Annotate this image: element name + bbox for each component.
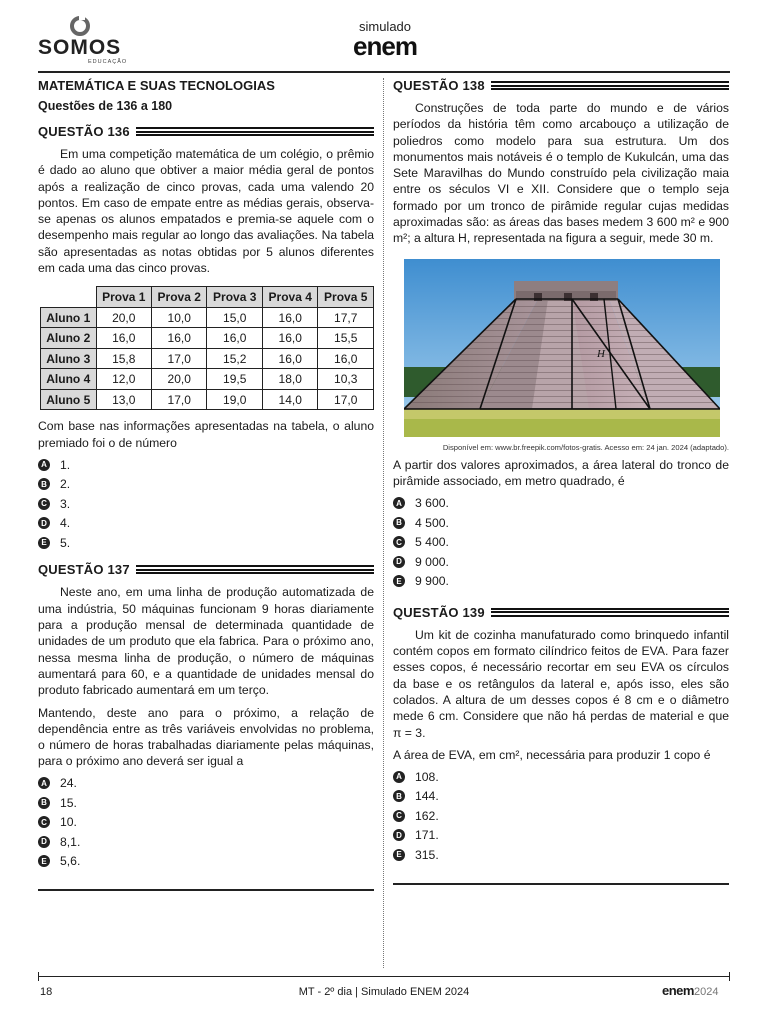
- row-header: Aluno 4: [41, 369, 97, 390]
- option-a[interactable]: [393, 767, 729, 787]
- table-cell: 15,0: [207, 307, 262, 328]
- right-column: [393, 78, 729, 885]
- option-text: 5,6.: [60, 854, 81, 869]
- row-header: Aluno 3: [41, 348, 97, 369]
- simulado-enem-brand: [330, 19, 440, 61]
- table-cell: 19,0: [207, 389, 262, 410]
- option-a[interactable]: [393, 493, 729, 513]
- option-d[interactable]: [38, 832, 374, 852]
- question-136-options: [38, 455, 374, 553]
- option-letter-icon: D: [38, 517, 50, 529]
- option-text: 171.: [415, 828, 439, 843]
- logo-word: SOMOS: [38, 36, 122, 59]
- question-139-title: QUESTÃO 139: [393, 604, 485, 620]
- pyramid-photo: [404, 259, 720, 437]
- footer-brand: [662, 983, 718, 998]
- option-b[interactable]: [393, 513, 729, 533]
- question-139-text-1: Um kit de cozinha manufaturado como brinquedo infantil contém copos em formato cilíndrico feitos de EVA. Para fazer esses copos, é necessário recortar em seu EVA os círculos da base e os retângulos da lateral e, após isso, eles são colados. A altura de um desses copos é 8 cm e o diâmetro mede 6 cm. Considere que não há perdas de material e que π = 3.: [393, 627, 729, 740]
- footer-text: MT - 2º dia | Simulado ENEM 2024: [298, 986, 470, 998]
- logo-ring-icon: [70, 16, 90, 36]
- option-c[interactable]: [38, 813, 374, 833]
- option-e[interactable]: [393, 571, 729, 591]
- question-138-title: QUESTÃO 138: [393, 78, 485, 93]
- table-cell: 14,0: [262, 389, 317, 410]
- table-cell: 20,0: [151, 369, 206, 390]
- question-138-text: Construções de toda parte do mundo e de vários períodos da história têm como arcabouço a utilização de poliedros como modelo para sua estrutura. Um dos monumentos mais notáveis é o templo de Kukulcán, uma das Sete Maravilhas do Mundo construído pela civilização maia entre os séculos VI e XII. Considere que o templo seja formado por um tronco de pirâmide regular cujas medidas aproximadas são: as áreas das bases medem 3 600 m² e 900 m²; a altura H, representada na figura a seguir, mede 30 m.: [393, 101, 729, 246]
- question-137-header: [38, 562, 374, 577]
- option-b[interactable]: [38, 793, 374, 813]
- option-text: 315.: [415, 847, 439, 862]
- option-letter-icon: B: [38, 478, 50, 490]
- option-c[interactable]: [393, 532, 729, 552]
- option-text: 4 500.: [415, 515, 449, 530]
- option-text: 4.: [60, 516, 71, 531]
- question-136-text: Em uma competição matemática de um colégio, o prêmio é dado ao aluno que obtiver a maior média geral de pontos após a realização de cinco provas, cada uma valendo 20 pontos. Em caso de empate entre as médias gerais, observa-se apenas os alunos empatados e premia-se aquele com o desempenho mais regular ao longo das avaliações. Na tabela são apresentadas as notas obtidas por 5 alunos diferentes em cada uma das cinco provas.: [38, 147, 374, 276]
- somos-logo: [38, 16, 128, 64]
- option-a[interactable]: [38, 774, 374, 794]
- table-row: [41, 307, 374, 328]
- title-bars: [136, 565, 374, 574]
- option-letter-icon: A: [393, 771, 405, 783]
- column-separator: [383, 78, 384, 968]
- option-letter-icon: A: [38, 459, 50, 471]
- option-letter-icon: C: [38, 816, 50, 828]
- table-cell: 15,5: [318, 328, 374, 349]
- option-letter-icon: D: [393, 829, 405, 841]
- question-136-title: QUESTÃO 136: [38, 124, 130, 139]
- table-cell: 15,8: [96, 348, 151, 369]
- table-header: Prova 4: [262, 287, 317, 308]
- option-d[interactable]: [393, 826, 729, 846]
- table-header: Prova 1: [96, 287, 151, 308]
- table-cell: 16,0: [207, 328, 262, 349]
- subject-title: MATEMÁTICA E SUAS TECNOLOGIAS: [38, 78, 275, 93]
- table-row: [41, 328, 374, 349]
- title-bars: [491, 81, 729, 90]
- option-text: 9 900.: [415, 574, 449, 589]
- row-header: Aluno 5: [41, 389, 97, 410]
- grades-table: [40, 286, 374, 410]
- table-cell: 17,7: [318, 307, 374, 328]
- table-cell: 12,0: [96, 369, 151, 390]
- option-a[interactable]: [38, 455, 374, 475]
- option-letter-icon: E: [38, 537, 50, 549]
- option-letter-icon: C: [393, 536, 405, 548]
- column-end-rule: [393, 883, 729, 885]
- question-136-prompt: Com base nas informações apresentadas na tabela, o aluno premiado foi o de número: [38, 419, 374, 450]
- brand-main: enem: [353, 31, 417, 61]
- option-text: 3.: [60, 496, 71, 511]
- option-text: 10.: [60, 815, 77, 830]
- option-letter-icon: E: [393, 575, 405, 587]
- question-137-title: QUESTÃO 137: [38, 562, 130, 578]
- option-letter-icon: D: [38, 836, 50, 848]
- question-138-prompt: A partir dos valores aproximados, a área lateral do tronco de pirâmide associado, em metro quadrado, é: [393, 457, 729, 488]
- option-e[interactable]: [38, 533, 374, 553]
- footer-tick: [38, 972, 39, 981]
- table-header: Prova 2: [151, 287, 206, 308]
- option-text: 24.: [60, 776, 77, 791]
- option-d[interactable]: [393, 552, 729, 572]
- table-cell: 13,0: [96, 389, 151, 410]
- table-cell: 16,0: [96, 328, 151, 349]
- table-row: [41, 369, 374, 390]
- question-136-header: [38, 124, 374, 139]
- question-137-text-1: Neste ano, em uma linha de produção automatizada de uma indústria, 50 máquinas funcionam 9 horas diariamente para a produção mensal de determinada quantidade de unidades de um produto que ela fabrica. Para o próximo ano, nessa mesma linha de produção, o número de máquinas aumentará para 60, e a quantidade de unidades mensal do produto fabricado aumentará em um terço.: [38, 585, 374, 698]
- option-text: 3 600.: [415, 496, 449, 511]
- brand-top: simulado: [358, 19, 412, 34]
- option-text: 2.: [60, 477, 71, 492]
- table-cell: 10,0: [151, 307, 206, 328]
- footer-brand-name: enem: [662, 983, 694, 998]
- table-header: Prova 5: [318, 287, 374, 308]
- option-d[interactable]: [38, 513, 374, 533]
- option-b[interactable]: [38, 474, 374, 494]
- question-139-options: [393, 767, 729, 865]
- page-number: 18: [40, 986, 53, 998]
- option-letter-icon: A: [393, 497, 405, 509]
- option-letter-icon: E: [38, 855, 50, 867]
- table-header-row: [41, 287, 374, 308]
- footer-brand-year: 2024: [693, 986, 719, 998]
- table-cell: 19,5: [207, 369, 262, 390]
- question-range: Questões de 136 a 180: [38, 99, 173, 113]
- column-end-rule: [38, 889, 374, 891]
- option-letter-icon: A: [38, 777, 50, 789]
- table-cell: 20,0: [96, 307, 151, 328]
- option-text: 108.: [415, 769, 439, 784]
- option-letter-icon: C: [393, 810, 405, 822]
- table-cell: 18,0: [262, 369, 317, 390]
- option-letter-icon: E: [393, 849, 405, 861]
- option-letter-icon: C: [38, 498, 50, 510]
- option-letter-icon: B: [38, 797, 50, 809]
- row-header: Aluno 2: [41, 328, 97, 349]
- row-header: Aluno 1: [41, 307, 97, 328]
- option-letter-icon: D: [393, 556, 405, 568]
- option-text: 1.: [60, 457, 71, 472]
- question-138-header: [393, 78, 729, 93]
- option-text: 144.: [415, 789, 439, 804]
- table-row: [41, 389, 374, 410]
- table-cell: 16,0: [151, 328, 206, 349]
- option-b[interactable]: [393, 787, 729, 807]
- option-text: 8,1.: [60, 834, 81, 849]
- table-cell: 17,0: [151, 389, 206, 410]
- option-e[interactable]: [393, 845, 729, 865]
- table-cell: 16,0: [262, 348, 317, 369]
- option-c[interactable]: [38, 494, 374, 514]
- table-cell: 16,0: [318, 348, 374, 369]
- table-cell: 10,3: [318, 369, 374, 390]
- figure-height-label: H: [597, 347, 605, 360]
- footer-rule: [38, 976, 730, 977]
- option-c[interactable]: [393, 806, 729, 826]
- left-column: [38, 78, 374, 891]
- table-cell: 16,0: [262, 307, 317, 328]
- option-text: 9 000.: [415, 554, 449, 569]
- header-rule: [38, 71, 730, 73]
- question-137-options: [38, 774, 374, 872]
- logo-subtitle: EDUCAÇÃO: [88, 59, 128, 65]
- title-bars: [491, 608, 729, 617]
- table-row: [41, 348, 374, 369]
- image-source: Disponível em: www.br.freepik.com/fotos-gratis. Acesso em: 24 jan. 2024 (adaptado).: [442, 442, 729, 452]
- question-139-header: [393, 605, 729, 620]
- option-text: 15.: [60, 795, 77, 810]
- question-138-options: [393, 493, 729, 591]
- table-cell: 15,2: [207, 348, 262, 369]
- option-letter-icon: B: [393, 790, 405, 802]
- table-cell: 17,0: [318, 389, 374, 410]
- table-cell: 17,0: [151, 348, 206, 369]
- footer-tick: [729, 972, 730, 981]
- title-bars: [136, 127, 374, 136]
- option-e[interactable]: [38, 852, 374, 872]
- question-139-text-2: A área de EVA, em cm², necessária para produzir 1 copo é: [393, 747, 711, 762]
- option-text: 5 400.: [415, 535, 449, 550]
- table-cell: 16,0: [262, 328, 317, 349]
- option-letter-icon: B: [393, 517, 405, 529]
- option-text: 5.: [60, 535, 71, 550]
- table-header: Prova 3: [207, 287, 262, 308]
- question-137-text-2: Mantendo, deste ano para o próximo, a relação de dependência entre as três variáveis envolvidas no problema, o número de horas trabalhadas diariamente pelas máquinas, para o próximo ano deverá ser igual a: [38, 705, 374, 769]
- option-text: 162.: [415, 808, 439, 823]
